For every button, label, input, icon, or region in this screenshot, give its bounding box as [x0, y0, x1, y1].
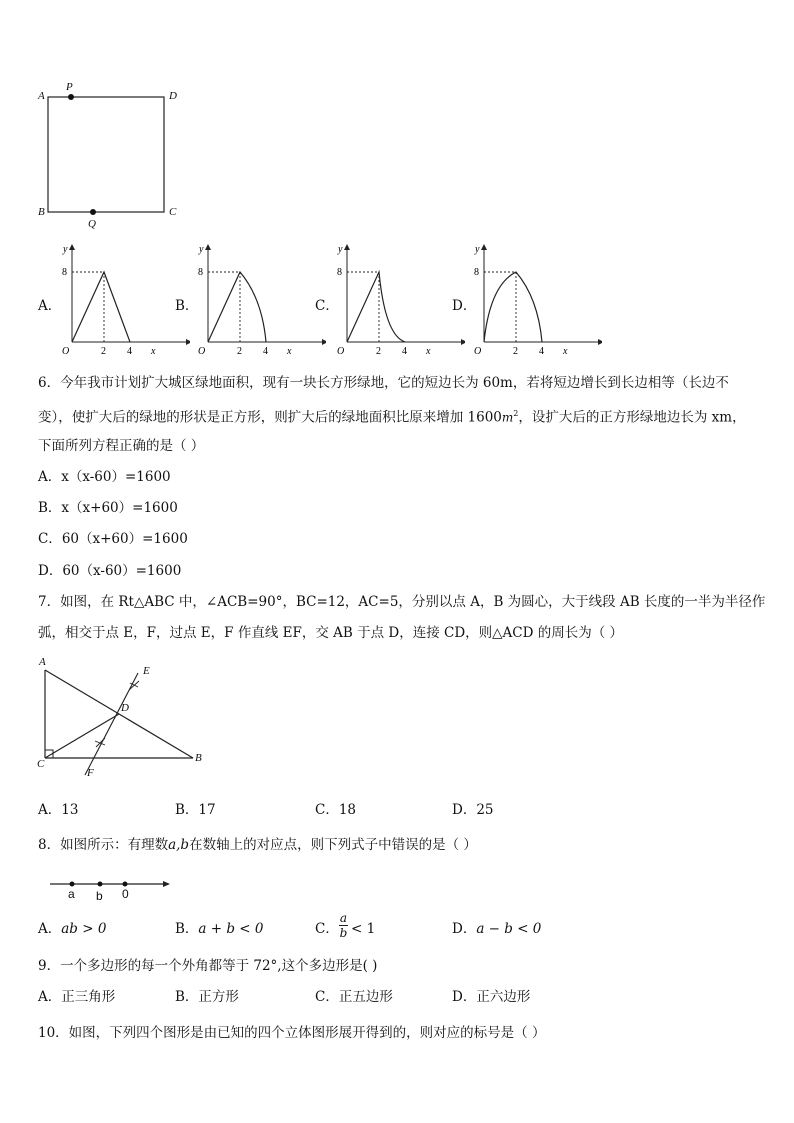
q6-line2b: ，设扩大后的正方形绿地边长为 xm， — [518, 409, 746, 426]
graph-d-2: 2 — [513, 346, 518, 357]
tri-label-f: F — [87, 767, 94, 779]
q8-option-a-expr: ab > 0 — [61, 921, 107, 937]
q8-option-c-label: C． — [315, 921, 339, 937]
q8-fraction-num: a — [339, 911, 347, 925]
q8-vars: a,b — [168, 837, 190, 853]
q8-option-b — [175, 920, 264, 938]
graph-b-x: x — [287, 346, 292, 357]
q8-post: 在数轴上的对应点，则下列式子中错误的是（ ） — [189, 837, 477, 853]
q9-option-a: A．正三角形 — [38, 989, 116, 1005]
q6-unit: m — [501, 410, 514, 425]
label-c: C — [169, 206, 177, 218]
graph-b-y: y — [199, 244, 204, 255]
axis-label-b: b — [96, 889, 103, 903]
square-figure — [30, 78, 200, 238]
graph-a-8: 8 — [62, 267, 67, 278]
graph-c-y: y — [338, 244, 343, 255]
q6-option-d: D．60（x-60）=1600 — [38, 563, 182, 579]
q8-fraction-den: b — [339, 926, 348, 940]
point-b — [98, 882, 103, 887]
graph-c-4: 4 — [402, 346, 407, 357]
q8-option-d — [452, 920, 541, 938]
label-a: A — [38, 90, 45, 102]
q6-option-c: C．60（x+60）=1600 — [38, 531, 188, 547]
q8-line1 — [38, 836, 477, 854]
q7-option-d: D．25 — [452, 802, 494, 818]
q5-option-a-label: A． — [38, 298, 62, 314]
graph-d-x: x — [563, 346, 568, 357]
graph-c-2: 2 — [376, 346, 381, 357]
q7-option-b: B．17 — [175, 802, 216, 818]
q8-pre: 8．如图所示：有理数 — [38, 837, 169, 853]
q6-line2 — [38, 405, 746, 427]
q8-option-d-label: D． — [452, 921, 477, 937]
q10-line1: 10．如图，下列四个图形是由已知的四个立体图形展开得到的，则对应的标号是（ ） — [38, 1025, 546, 1041]
graph-d-8: 8 — [474, 267, 479, 278]
q7-option-a: A．13 — [38, 802, 79, 818]
q9-line1: 9．一个多边形的每一个外角都等于 72°,这个多边形是( ) — [38, 958, 378, 974]
q6-option-a: A．x（x-60）=1600 — [38, 469, 171, 485]
axis-label-zero: 0 — [122, 887, 129, 901]
q9-option-d: D．正六边形 — [452, 989, 531, 1005]
graph-c-x: x — [426, 346, 431, 357]
graph-b-o: O — [198, 346, 206, 357]
tri-label-a: A — [39, 656, 46, 668]
q6-sup: 2 — [513, 409, 519, 418]
q6-option-b: B．x（x+60）=1600 — [38, 500, 178, 516]
q6-line2a: 变），使扩大后的绿地的形状是正方形，则扩大后的绿地面积比原来增加 1600 — [38, 409, 502, 426]
graph-b-2: 2 — [237, 346, 242, 357]
q9-option-c: C．正五边形 — [315, 989, 393, 1005]
axis-label-a: a — [68, 887, 75, 901]
number-line-svg — [45, 872, 175, 907]
point-p — [68, 94, 74, 100]
point-zero — [123, 882, 128, 887]
q5-graphs — [30, 240, 590, 365]
graph-b-8: 8 — [198, 267, 203, 278]
q9-option-b: B．正方形 — [175, 989, 239, 1005]
tri-label-d: D — [121, 702, 129, 714]
point-a — [70, 882, 75, 887]
graph-d-4: 4 — [539, 346, 544, 357]
q5-option-d-label: D． — [452, 298, 477, 314]
graph-b-4: 4 — [263, 346, 268, 357]
graph-a-y: y — [63, 244, 68, 255]
q6-line3: 下面所列方程正确的是（ ） — [38, 438, 205, 454]
label-d: D — [169, 90, 177, 102]
q6-line1: 6．今年我市计划扩大城区绿地面积，现有一块长方形绿地，它的短边长为 60m，若将短边增长到长边相等（长边不 — [38, 375, 729, 391]
q7-line1: 7．如图，在 Rt△ABC 中，∠ACB=90°，BC=12，AC=5，分别以点 A，B 为圆心，大于线段 AB 长度的一半为半径作 — [38, 594, 766, 610]
q5-option-b-label: B． — [175, 298, 199, 314]
graph-a-4: 4 — [127, 346, 132, 357]
graph-c-o: O — [337, 346, 345, 357]
q8-option-a — [38, 920, 106, 938]
label-q: Q — [88, 218, 96, 230]
point-q — [90, 209, 96, 215]
graph-c — [335, 240, 465, 365]
tri-label-e: E — [143, 665, 150, 677]
graph-a-o: O — [62, 346, 70, 357]
square-abcd — [48, 97, 164, 212]
q8-option-b-expr: a + b < 0 — [198, 921, 264, 937]
triangle-diagram — [30, 655, 220, 785]
number-line — [45, 872, 175, 907]
label-p: P — [66, 81, 73, 93]
graph-a-x: x — [151, 346, 156, 357]
label-b: B — [38, 206, 45, 218]
q8-option-c — [315, 912, 375, 948]
graph-d — [472, 240, 602, 365]
graph-c-8: 8 — [337, 267, 342, 278]
q8-option-b-label: B． — [175, 921, 199, 937]
graph-a-2: 2 — [101, 346, 106, 357]
graph-d-y: y — [475, 244, 480, 255]
q7-option-c: C．18 — [315, 802, 357, 818]
tri-label-b: B — [195, 752, 202, 764]
tri-label-c: C — [37, 758, 45, 770]
q8-fraction — [339, 912, 348, 940]
q8-option-d-expr: a − b < 0 — [476, 921, 542, 937]
q8-option-a-label: A． — [38, 921, 62, 937]
q8-option-c-rest: < 1 — [351, 921, 376, 937]
q5-option-c-label: C． — [315, 298, 339, 314]
graph-d-o: O — [474, 346, 482, 357]
triangle-figure — [30, 655, 220, 785]
q7-line2: 弧，相交于点 E，F，过点 E，F 作直线 EF，交 AB 于点 D，连接 CD，则△ACD 的周长为（ ） — [38, 625, 624, 641]
graph-a — [60, 240, 190, 365]
graph-b — [196, 240, 326, 365]
